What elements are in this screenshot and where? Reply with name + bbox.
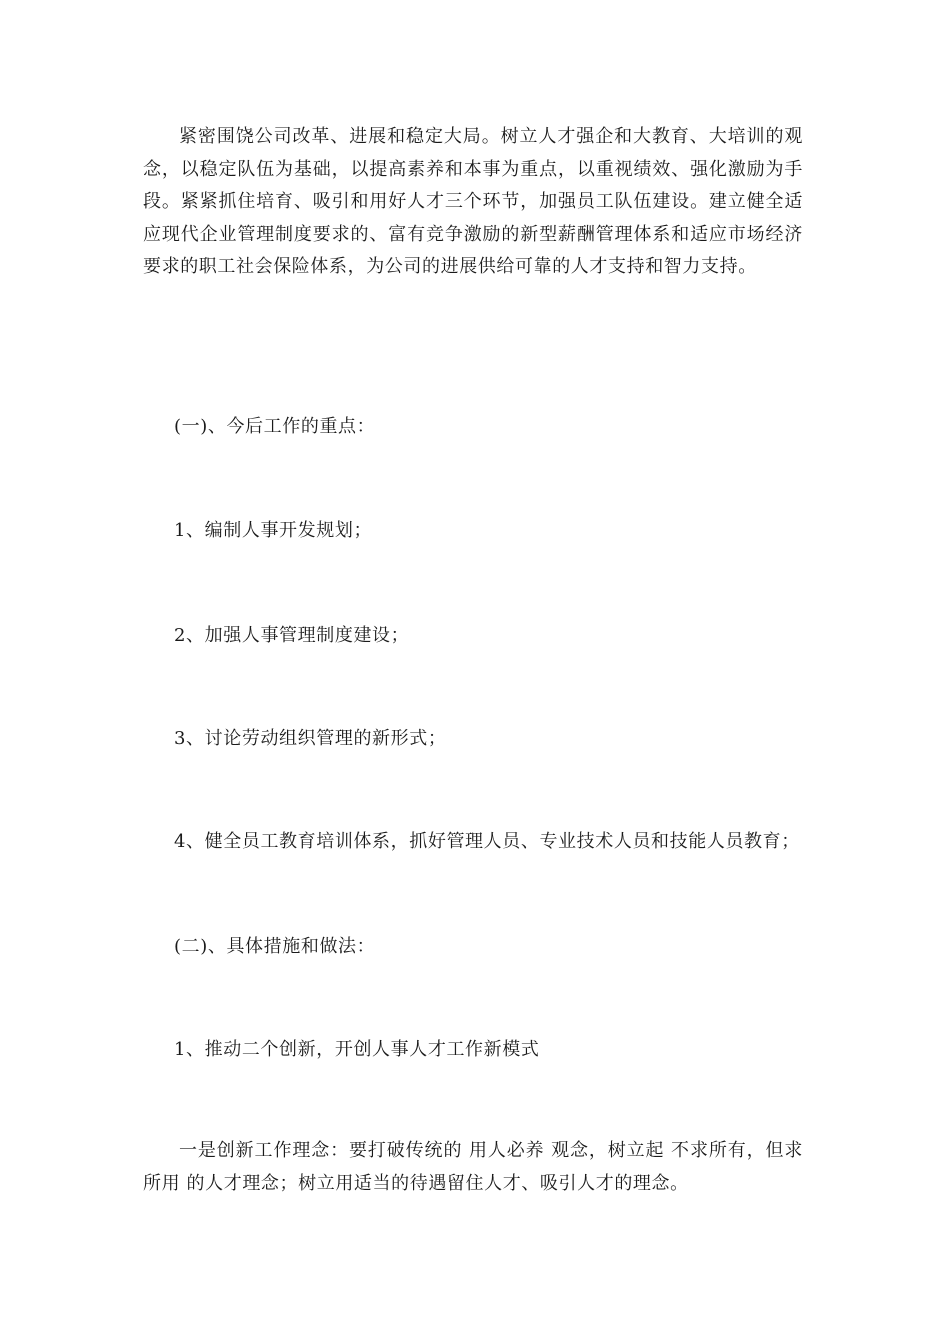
section2-heading: (二)、具体措施和做法： (174, 936, 376, 957)
intro-paragraph: 紧密围饶公司改革、进展和稳定大局。树立人才强企和大教育、大培训的观念，以稳定队伍为基础，以提高素养和本事为重点，以重视绩效、强化激励为手段。紧紧抓住培育、吸引和用好人才三个环节，加强员工队伍建设。建立健全适应现代企业管理制度要求的、富有竞争激励的新型薪酬管理体系和适应市场经济要求的职工社会保险体系，为公司的进展供给可靠的人才支持和智力支持。 (143, 126, 803, 278)
section2-item-1: 1、推动二个创新，开创人事人才工作新模式 (174, 1039, 540, 1060)
section1-item-3: 3、讨论劳动组织管理的新形式； (174, 728, 447, 749)
section1-heading: (一)、今后工作的重点： (174, 416, 376, 437)
section1-item-1: 1、编制人事开发规划； (174, 520, 373, 541)
closing-paragraph: 一是创新工作理念：要打破传统的 用人必养 观念，树立起 不求所有，但求所用 的人才理念；树立用适当的待遇留住人才、吸引人才的理念。 (143, 1140, 803, 1194)
section1-item-4: 4、健全员工教育培训体系，抓好管理人员、专业技术人员和技能人员教育； (174, 831, 800, 852)
section1-item-2: 2、加强人事管理制度建设； (174, 625, 410, 646)
